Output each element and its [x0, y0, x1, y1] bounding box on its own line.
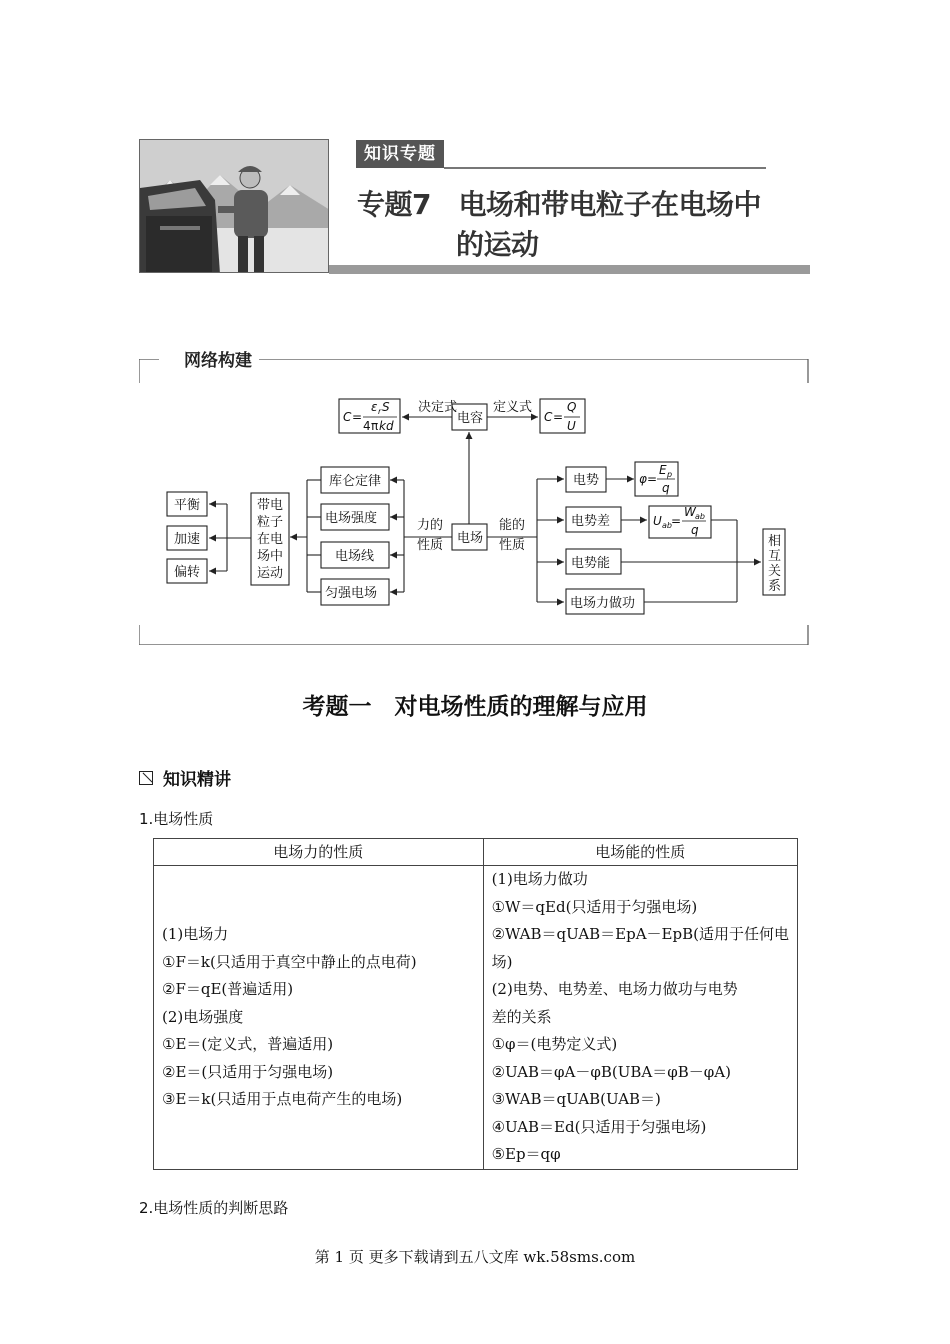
relation-line3: 关	[768, 564, 782, 579]
svg-text:U: U	[567, 419, 576, 433]
col-header-force: 电场力的性质	[154, 839, 484, 866]
energy-line: ②UAB＝φA－φB(UBA＝φB－φA)	[491, 1062, 731, 1081]
svg-text:C: C	[544, 410, 553, 424]
force-line: ③E＝k(只适用于点电荷产生的电场)	[162, 1090, 403, 1108]
field-properties-table	[153, 838, 798, 1170]
col-header-energy: 电场能的性质	[483, 839, 797, 866]
svg-text:Q: Q	[567, 400, 577, 414]
energy-line: ②WAB＝qUAB＝EpA－EpB(适用于任何电	[491, 925, 789, 943]
uniform-field-label: 匀强电场	[325, 586, 378, 601]
frame-top-left	[139, 359, 159, 383]
car-and-person-illustration	[140, 140, 329, 273]
capacitor-label: 电容	[457, 411, 484, 426]
force-line: ②E＝(只适用于匀强电场)	[162, 1062, 334, 1081]
energy-line: ①φ＝(电势定义式)	[491, 1035, 618, 1053]
energy-line: ①W＝qEd(只适用于匀强电场)	[491, 897, 698, 916]
network-diagram	[139, 359, 809, 645]
page-title-line1: 专题7 电场和带电粒子在电场中	[357, 188, 761, 221]
potential-difference-label: 电势差	[571, 514, 611, 529]
energy-line: ④UAB＝Ed(只适用于匀强电场)	[491, 1117, 707, 1136]
svg-text:S: S	[382, 400, 390, 414]
force-line: (1)电场力	[162, 925, 229, 943]
energy-line: 差的关系	[491, 1007, 552, 1026]
svg-text:p: p	[667, 470, 673, 479]
field-force-work-label: 电场力做功	[570, 596, 636, 611]
capacitance-define-formula	[544, 400, 580, 433]
knowledge-subheading	[139, 765, 231, 790]
svg-text:φ: φ	[639, 472, 647, 486]
balance-label: 平衡	[174, 498, 201, 513]
force-line: ①E＝(定义式，普遍适用)	[162, 1035, 334, 1053]
motion-line5: 运动	[257, 566, 284, 581]
motion-line3: 在电	[257, 532, 284, 547]
force-line: ①F＝k(只适用于真空中静止的点电荷)	[162, 952, 417, 971]
table-header-row	[154, 839, 798, 866]
svg-text:=: =	[352, 410, 363, 424]
energy-property-cell	[483, 866, 797, 1170]
svg-text:4: 4	[363, 419, 371, 433]
energy-line: (2)电势、电势差、电场力做功与电势	[491, 980, 738, 998]
energy-prop-line1: 能的	[499, 518, 526, 533]
force-line: (2)电场强度	[162, 1007, 244, 1026]
relation-line4: 系	[768, 579, 782, 594]
coulomb-law-label: 库仑定律	[329, 474, 382, 489]
svg-text:ε: ε	[371, 400, 378, 414]
svg-text:W: W	[684, 505, 696, 519]
svg-text:=: =	[553, 410, 564, 424]
arrow-box-icon	[139, 771, 153, 785]
relation-line1: 相	[768, 534, 782, 549]
svg-text:=: =	[671, 514, 682, 528]
potential-label: 电势	[573, 473, 600, 488]
svg-text:C: C	[343, 410, 352, 424]
section2-label: 2.电场性质的判断思路	[139, 1199, 289, 1217]
topic-heading: 考题一 对电场性质的理解与应用	[302, 694, 648, 720]
page-footer: 第 1 页 更多下载请到五八文库 wk.58sms.com	[314, 1248, 636, 1266]
svg-text:r: r	[378, 407, 382, 416]
capacitance-decide-formula	[343, 400, 397, 433]
potential-difference-formula	[653, 505, 706, 537]
tag-rule	[444, 167, 766, 169]
energy-line: 场)	[491, 952, 513, 971]
svg-text:q: q	[691, 523, 699, 537]
force-line: ②F＝qE(普遍适用)	[162, 980, 294, 998]
frame-bottom	[139, 625, 808, 645]
motion-line1: 带电	[257, 498, 284, 513]
svg-text:ab: ab	[662, 521, 672, 530]
svg-text:π: π	[371, 419, 379, 433]
force-property-cell	[154, 866, 484, 1170]
frame-top-right	[259, 359, 808, 383]
header-illustration	[139, 139, 329, 273]
field-line-label: 电场线	[335, 549, 375, 564]
potential-formula	[639, 463, 675, 495]
svg-text:U: U	[653, 514, 662, 528]
energy-prop-line2: 性质	[499, 538, 526, 553]
field-strength-label: 电场强度	[325, 511, 378, 526]
motion-line2: 粒子	[257, 515, 284, 530]
define-label: 定义式	[493, 400, 533, 415]
page-title-line2: 的运动	[456, 228, 539, 261]
table-row	[154, 866, 798, 1170]
section1-label: 1.电场性质	[139, 810, 214, 828]
force-prop-line2: 性质	[417, 538, 444, 553]
relation-line2: 互	[768, 549, 782, 564]
section-tag: 知识专题	[356, 140, 444, 168]
network-section-title: 网络构建	[178, 346, 258, 371]
svg-text:q: q	[662, 481, 670, 495]
force-prop-line1: 力的	[417, 518, 444, 533]
subheading-text: 知识精讲	[163, 770, 231, 790]
energy-line: (1)电场力做功	[491, 870, 588, 888]
svg-text:ab: ab	[695, 512, 705, 521]
potential-energy-label: 电势能	[571, 556, 611, 571]
energy-line: ⑤Ep＝qφ	[491, 1145, 561, 1163]
deflection-label: 偏转	[174, 565, 201, 580]
svg-text:kd: kd	[379, 419, 394, 433]
svg-text:E: E	[659, 463, 667, 477]
energy-line: ③WAB＝qUAB(UAB＝)	[491, 1090, 661, 1108]
svg-text:=: =	[647, 472, 658, 486]
acceleration-label: 加速	[174, 532, 201, 547]
motion-line4: 场中	[257, 549, 284, 564]
decide-label: 决定式	[418, 400, 458, 415]
title-underline-bar	[329, 265, 810, 274]
electric-field-label: 电场	[457, 531, 484, 546]
